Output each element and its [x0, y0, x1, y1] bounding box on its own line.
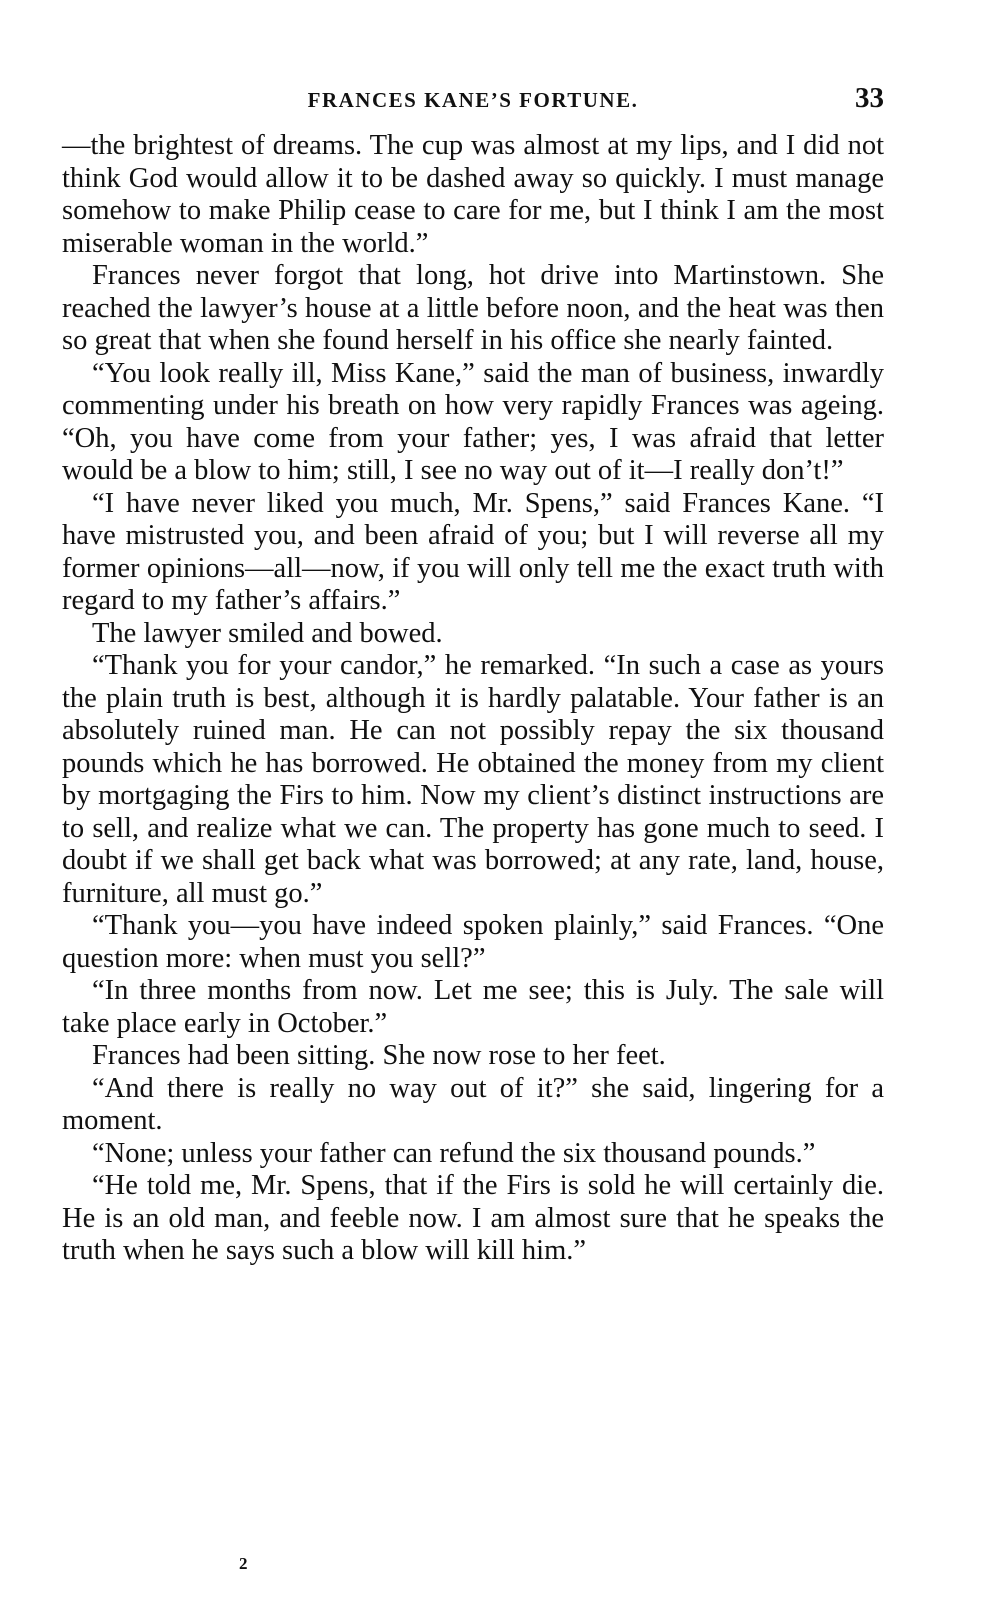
running-header — [62, 82, 884, 126]
paragraph: —the brightest of dreams. The cup was almost at my lips, and I did not think God would allow it to be dashed away so quickly. I must manage somehow to make Philip cease to care for me, but I think I am the most miserable woman in the world.” — [62, 130, 884, 259]
running-title: FRANCES KANE’S FORTUNE. — [307, 88, 639, 112]
signature-mark: 2 — [239, 1554, 248, 1573]
body-text — [62, 130, 884, 1268]
paragraph: Frances never forgot that long, hot drive into Martinstown. She reached the lawyer’s house at a little before noon, and the heat was then so great that when she found herself in his office she nearly fainted. — [62, 260, 884, 356]
paragraph: “Thank you—you have indeed spoken plainly,” said Frances. “One question more: when must you sell?” — [62, 910, 884, 974]
paragraph: “None; unless your father can refund the six thousand pounds.” — [92, 1137, 816, 1169]
page-number: 33 — [855, 82, 884, 114]
paragraph: “I have never liked you much, Mr. Spens,” said Frances Kane. “I have mistrusted you, and been afraid of you; but I will reverse all my former opinions—all—now, if you will only tell me the exact truth with regard to my father’s affairs.” — [62, 487, 884, 616]
paragraph: Frances had been sitting. She now rose to her feet. — [92, 1040, 666, 1071]
paragraph: “He told me, Mr. Spens, that if the Firs is sold he will certainly die. He is an old man, and feeble now. I am almost sure that he speaks the truth when he says such a blow will kill him.” — [62, 1170, 884, 1266]
book-page — [62, 82, 884, 1268]
paragraph: “In three months from now. Let me see; this is July. The sale will take place early in October.” — [62, 975, 884, 1039]
paragraph: The lawyer smiled and bowed. — [92, 617, 443, 649]
paragraph: “And there is really no way out of it?” she said, lingering for a moment. — [62, 1072, 884, 1136]
paragraph: “You look really ill, Miss Kane,” said the man of business, inwardly commenting under his breath on how very rapidly Frances was ageing. “Oh, you have come from your father; yes, I was afraid that letter would be a blow to him; still, I see no way out of it—I really don’t!” — [62, 357, 884, 486]
paragraph: “Thank you for your candor,” he remarked. “In such a case as yours the plain truth is best, although it is hardly palatable. Your father is an absolutely ruined man. He can not possibly repay the six thousand pounds which he has borrowed. He obtained the money from my client by mortgaging the Firs to him. Now my client’s distinct instructions are to sell, and realize what we can. The property has gone much to seed. I doubt if we shall get back what was borrowed; at any rate, land, house, furniture, all must go.” — [62, 650, 884, 909]
